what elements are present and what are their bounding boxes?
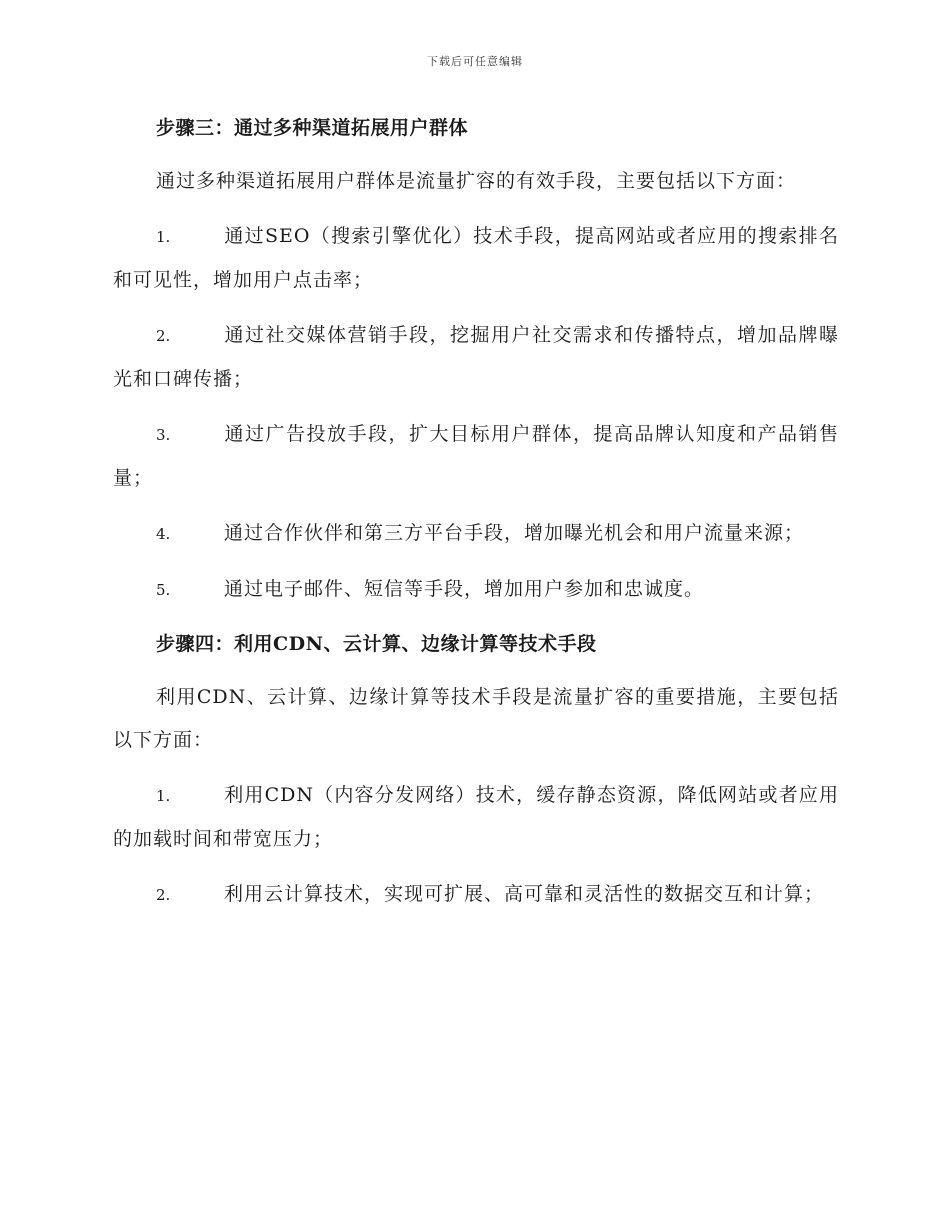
- section-heading: 步骤四：利用CDN、云计算、边缘计算等技术手段: [156, 633, 597, 655]
- list-item: [113, 873, 839, 917]
- list-item: [113, 568, 839, 612]
- list-item-text: 利用CDN（内容分发网络）技术，缓存静态资源，降低网站或者应用的加载时间和带宽压力；: [113, 784, 839, 850]
- list-item-text: 通过电子邮件、短信等手段，增加用户参加和忠诚度。: [224, 578, 705, 600]
- section-intro: 利用CDN、云计算、边缘计算等技术手段是流量扩容的重要措施，主要包括以下方面：: [113, 686, 839, 751]
- list-item-number: 1.: [156, 228, 171, 246]
- list-item: [113, 512, 839, 556]
- list-item: [113, 413, 839, 500]
- list-item-text: 通过广告投放手段，扩大目标用户群体，提高品牌认知度和产品销售量；: [113, 423, 839, 489]
- section-step-three: [113, 108, 839, 612]
- list-item: [113, 774, 839, 861]
- header-note: 下载后可任意编辑: [427, 55, 523, 68]
- list-item-number: 4.: [156, 525, 171, 543]
- list-item-text: 通过合作伙伴和第三方平台手段，增加曝光机会和用户流量来源；: [224, 522, 805, 544]
- list-item-number: 5.: [156, 581, 171, 599]
- section-heading: 步骤三：通过多种渠道拓展用户群体: [156, 117, 469, 139]
- list-item-number: 2.: [156, 886, 171, 904]
- list-item-number: 2.: [156, 327, 171, 345]
- section-intro: 通过多种渠道拓展用户群体是流量扩容的有效手段，主要包括以下方面：: [156, 170, 797, 192]
- document-body: [113, 108, 839, 929]
- list-item-number: 1.: [156, 787, 171, 805]
- list-item: [113, 314, 839, 401]
- section-step-four: [113, 624, 839, 917]
- list-item-text: 通过社交媒体营销手段，挖掘用户社交需求和传播特点，增加品牌曝光和口碑传播；: [113, 324, 839, 390]
- list-item-text: 利用云计算技术，实现可扩展、高可靠和灵活性的数据交互和计算；: [224, 883, 825, 905]
- list-item: [113, 215, 839, 302]
- list-item-text: 通过SEO（搜索引擎优化）技术手段，提高网站或者应用的搜索排名和可见性，增加用户点击率；: [113, 225, 839, 291]
- list-item-number: 3.: [156, 426, 171, 444]
